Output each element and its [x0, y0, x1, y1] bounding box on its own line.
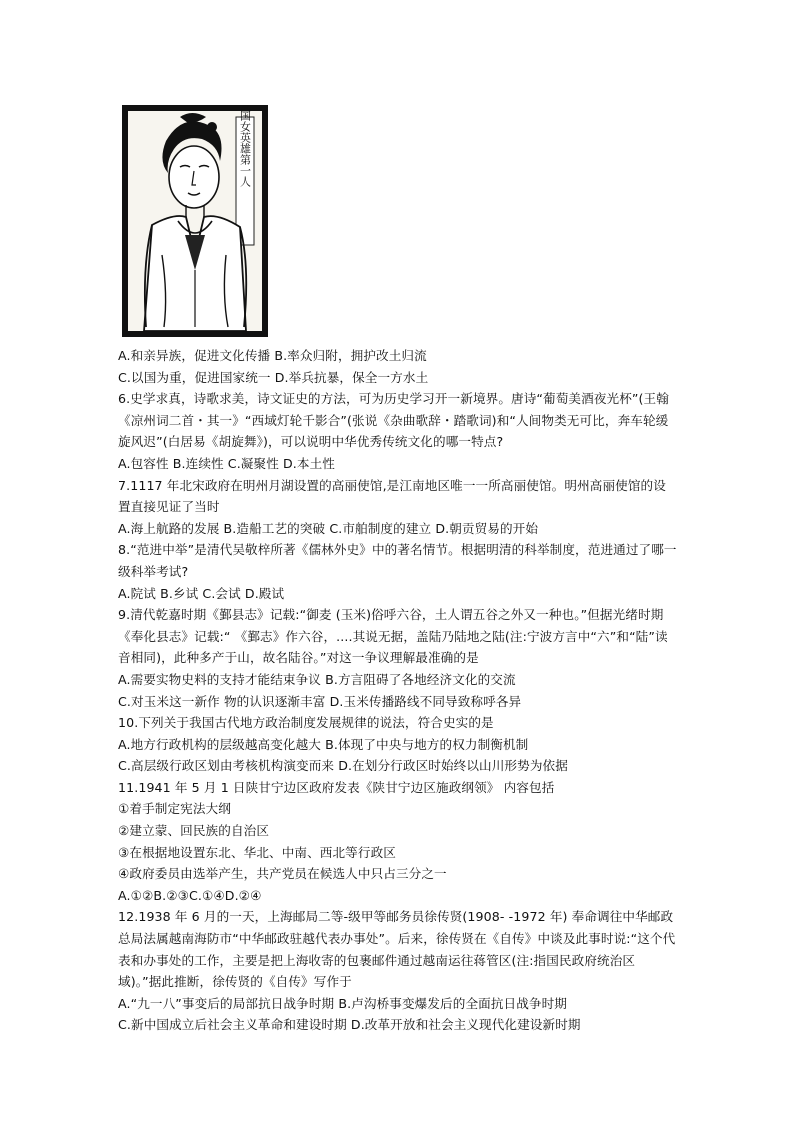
q10-options-ab: A.地方行政机构的层级越高变化越大 B.体现了中央与地方的权力制衡机制 [118, 736, 529, 752]
q11-item-3: ③在根据地设置东北、华北、中南、西北等行政区 [118, 844, 396, 860]
q8-options: A.院试 B.乡试 C.会试 D.殿试 [118, 585, 285, 601]
q6-options: A.包容性 B.连续性 C.凝聚性 D.本土性 [118, 455, 335, 471]
portrait-image [122, 105, 268, 337]
q9-stem: 9.清代乾嘉时期《鄞县志》记载:“御麦 (玉米)俗呼六谷，土人谓五谷之外又一种也。”但据光绪时期《奉化县志》记载:“ 《鄞志》作六谷，....其说无据，盖陆乃陆地之陆(注:宁波方言中“六”和“陆”读音相同)，此种多产于山，故名陆谷。”对这一争议理解最准确的是 [118, 607, 668, 666]
q12-options-cd: C.新中国成立后社会主义革命和建设时期 D.改革开放和社会主义现代化建设新时期 [118, 1017, 581, 1033]
q11-item-2: ②建立蒙、回民族的自治区 [118, 823, 270, 839]
q5-options-cd: C.以国为重，促进国家统一 D.举兵抗暴，保全一方水土 [118, 369, 429, 385]
q12-stem: 12.1938 年 6 月的一天，上海邮局二等-级甲等邮务员徐传贤(1908- -1972 年) 奉命调往中华邮政总局法属越南海防市“中华邮政驻越代表办事处”。后来，徐传贤在《自传》中谈及此事时说:“这个代表和办事处的工作，主要是把上海收寄的包裹邮件通过越南运往蒋管区(注:指国民政府统治区域)。”据此推断，徐传贤的《自传》写作于 [118, 909, 676, 990]
q9-options-cd: C.对玉米这一新作 物的认识逐渐丰富 D.玉米传播路线不同导致称呼各异 [118, 693, 522, 709]
q5-options-ab: A.和亲异族，促进文化传播 B.率众归附，拥护改土归流 [118, 348, 427, 363]
q11-item-4: ④政府委员由选举产生，共产党员在候选人中只占三分之一 [118, 866, 447, 882]
q10-stem: 10.下列关于我国古代地方政治制度发展规律的说法，符合史实的是 [118, 715, 494, 731]
woman-portrait-icon [122, 105, 268, 337]
q8-stem: 8.“范进中举”是清代吴敬梓所著《儒林外史》中的著名情节。根据明清的科举制度，范进通过了哪一级科举考试? [118, 542, 677, 579]
q6-stem: 6.史学求真，诗歌求美，诗文证史的方法，可为历史学习开一新境界。唐诗“葡萄美酒夜光杯”(王翰《凉州词二首・其一》“西域灯轮千影合”(张说《杂曲歌辞・踏歌词)和“人间物类无可比，奔车轮缓旋风迟”(白居易《胡旋舞》)，可以说明中华优秀传统文化的哪一特点? [118, 391, 669, 450]
portrait-caption: 中国古代爱国女英雄第一人 [238, 105, 252, 187]
q9-options-ab: A.需要实物史料的支持才能结束争议 B.方言阻碍了各地经济文化的交流 [118, 671, 516, 687]
q7-stem: 7.1117 年北宋政府在明州月湖设置的高丽使馆,是江南地区唯一一所高丽使馆。明州高丽使馆的设置直接见证了当时 [118, 477, 666, 515]
q11-options: A.①②B.②③C.①④D.②④ [118, 887, 262, 903]
q10-options-cd: C.高层级行政区划由考核机构演变而来 D.在划分行政区时始终以山川形势为依据 [118, 758, 568, 774]
exam-questions [118, 345, 678, 1036]
q11-item-1: ①着手制定宪法大纲 [118, 801, 231, 817]
q11-stem: 11.1941 年 5 月 1 日陕甘宁边区政府发表《陕甘宁边区施政纲领》 内容包括 [118, 779, 555, 795]
q12-options-ab: A.“九一八”事变后的局部抗日战争时期 B.卢沟桥事变爆发后的全面抗日战争时期 [118, 995, 567, 1011]
q7-options: A.海上航路的发展 B.造船工艺的突破 C.市舶制度的建立 D.朝贡贸易的开始 [118, 520, 539, 536]
